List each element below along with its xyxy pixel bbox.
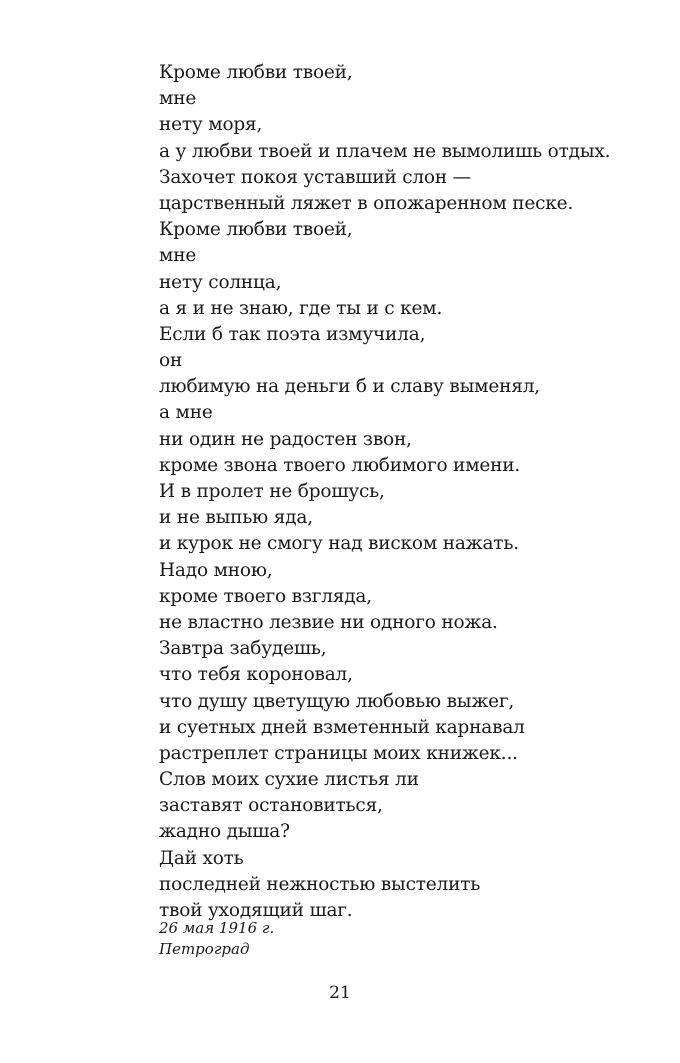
poem-line: кроме твоего взгляда, (159, 585, 372, 607)
poem-line: что тебя короновал, (159, 664, 353, 686)
poem-line: мне (159, 245, 197, 267)
poem-date: 26 мая 1916 г. (159, 919, 275, 937)
poem-line: И в пролет не брошусь, (159, 481, 385, 502)
poem-line: любимую на деньги б и славу выменял, (159, 376, 540, 398)
poem-body (159, 60, 659, 924)
poem-line: а я и не знаю, где ты и с кем. (159, 297, 443, 319)
poem-line: царственный ляжет в опожаренном песке. (159, 192, 574, 214)
poem-line: а у любви твоей и плачем не вымолишь отдых. (159, 140, 611, 162)
dateline (159, 918, 274, 960)
poem-line: нету моря, (159, 114, 263, 136)
poem-line: и не выпью яда, (159, 507, 313, 529)
poem-line: Захочет покоя уставший слон — (159, 166, 471, 188)
poem-line: и суетных дней взметенный карнавал (159, 716, 525, 738)
poem-line: он (159, 350, 183, 372)
poem-line: Дай хоть (159, 847, 244, 869)
poem-line: не властно лезвие ни одного ножа. (159, 611, 498, 633)
poem-line: а мне (159, 402, 213, 424)
poem-place: Петроград (159, 940, 250, 958)
poem-line: Кроме любви твоей, (159, 62, 353, 83)
poem-line: последней нежностью выстелить (159, 873, 481, 895)
poem-line: растреплет страницы моих книжек... (159, 742, 518, 764)
poem-line: Надо мною, (159, 559, 273, 581)
poem-line: мне (159, 88, 197, 110)
poem-line: Если б так поэта измучила, (159, 323, 426, 345)
poem-line: Кроме любви твоей, (159, 219, 353, 241)
poem-line: жадно дыша? (159, 821, 290, 843)
poem-line: кроме звона твоего любимого имени. (159, 454, 521, 476)
poem-line: что душу цветущую любовью выжег, (159, 690, 515, 712)
page-number: 21 (329, 983, 351, 1003)
poem-line: твой уходящий шаг. (159, 900, 353, 921)
poem-line: заставят остановиться, (159, 795, 383, 817)
poem-line: нету солнца, (159, 271, 282, 293)
poem-line: Завтра забудешь, (159, 638, 327, 660)
poem-line: Слов моих сухие листья ли (159, 769, 419, 791)
poem-line: ни один не радостен звон, (159, 428, 412, 450)
poem-line: и курок не смогу над виском нажать. (159, 533, 519, 555)
